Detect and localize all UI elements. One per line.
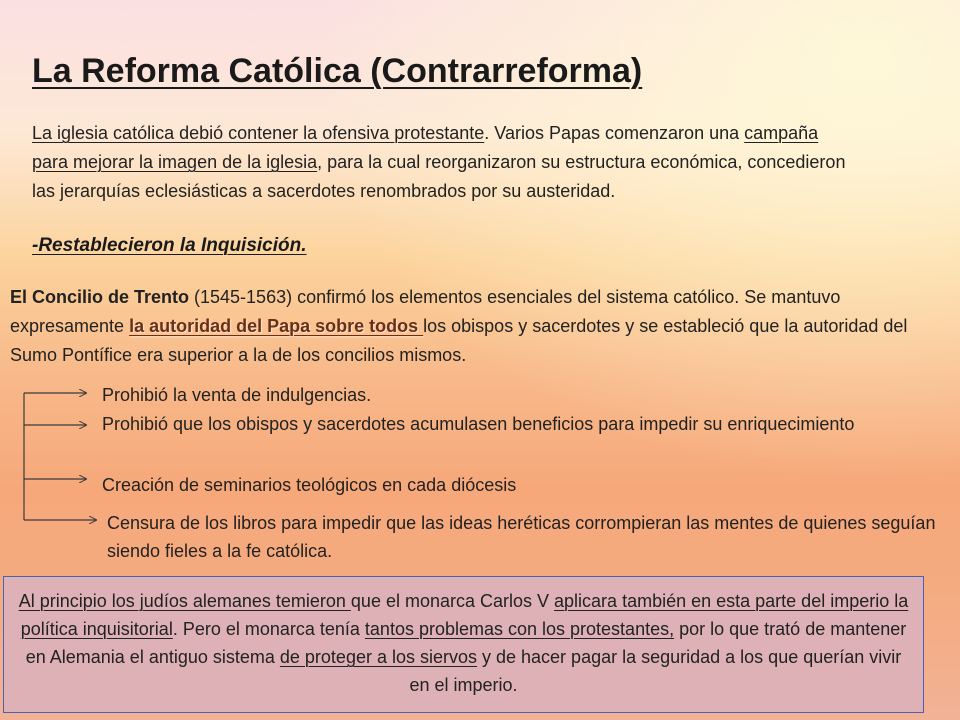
note-text-6: por lo que trató de mantener en Alemania el antiguo sistema xyxy=(25,619,907,667)
note-underlined-5: tantos problemas con los protestantes, xyxy=(364,619,675,639)
note-underlined-1: Al principio los judíos alemanes temieron xyxy=(18,591,351,611)
intro-text-4: , para la cual reorganizaron su estructura económica, concedieron las jerarquías eclesiásticas a sacerdotes renombrados por su austeridad. xyxy=(32,152,846,201)
note-underlined-7: de proteger a los siervos xyxy=(279,647,477,667)
trento-dates: (1545-1563) confirmó los elementos esenciales del sistema católico. Se mantuvo expresamente xyxy=(10,287,841,336)
trento-rest: los obispos y sacerdotes y se estableció que la autoridad del Sumo Pontífice era superior a la de los concilios mismos. xyxy=(10,316,908,365)
bullet-indulgencias: Prohibió la venta de indulgencias. xyxy=(102,385,372,405)
trento-title: El Concilio de Trento xyxy=(10,287,190,307)
bullet-beneficios: Prohibió que los obispos y sacerdotes acumulasen beneficios para impedir su enriquecimiento xyxy=(102,414,855,434)
page-title: La Reforma Católica (Contrarreforma) xyxy=(32,52,643,90)
intro-text-2: . Varios Papas comenzaron una xyxy=(484,123,745,143)
bullet-seminarios: Creación de seminarios teológicos en cada diócesis xyxy=(102,475,517,495)
intro-underlined-3: campaña para mejorar la imagen de la iglesia xyxy=(32,123,819,172)
note-text-2: que el monarca Carlos V xyxy=(350,591,555,611)
note-text-4: . Pero el monarca tenía xyxy=(172,619,365,639)
note-box xyxy=(3,576,924,713)
inquisicion-heading: -Restablecieron la Inquisición. xyxy=(32,235,307,256)
note-text-8: y de hacer pagar la seguridad a los que querían vivir en el imperio. xyxy=(409,647,902,695)
bullet-censura: Censura de los libros para impedir que las ideas heréticas corrompieran las mentes de quienes seguían siendo fieles a la fe católica. xyxy=(107,513,936,561)
papa-authority-highlight: la autoridad del Papa sobre todos xyxy=(129,316,424,336)
note-underlined-3: aplicara también en esta parte del imperio la política inquisitorial xyxy=(20,591,909,639)
intro-underlined-1: La iglesia católica debió contener la ofensiva protestante xyxy=(32,123,485,143)
